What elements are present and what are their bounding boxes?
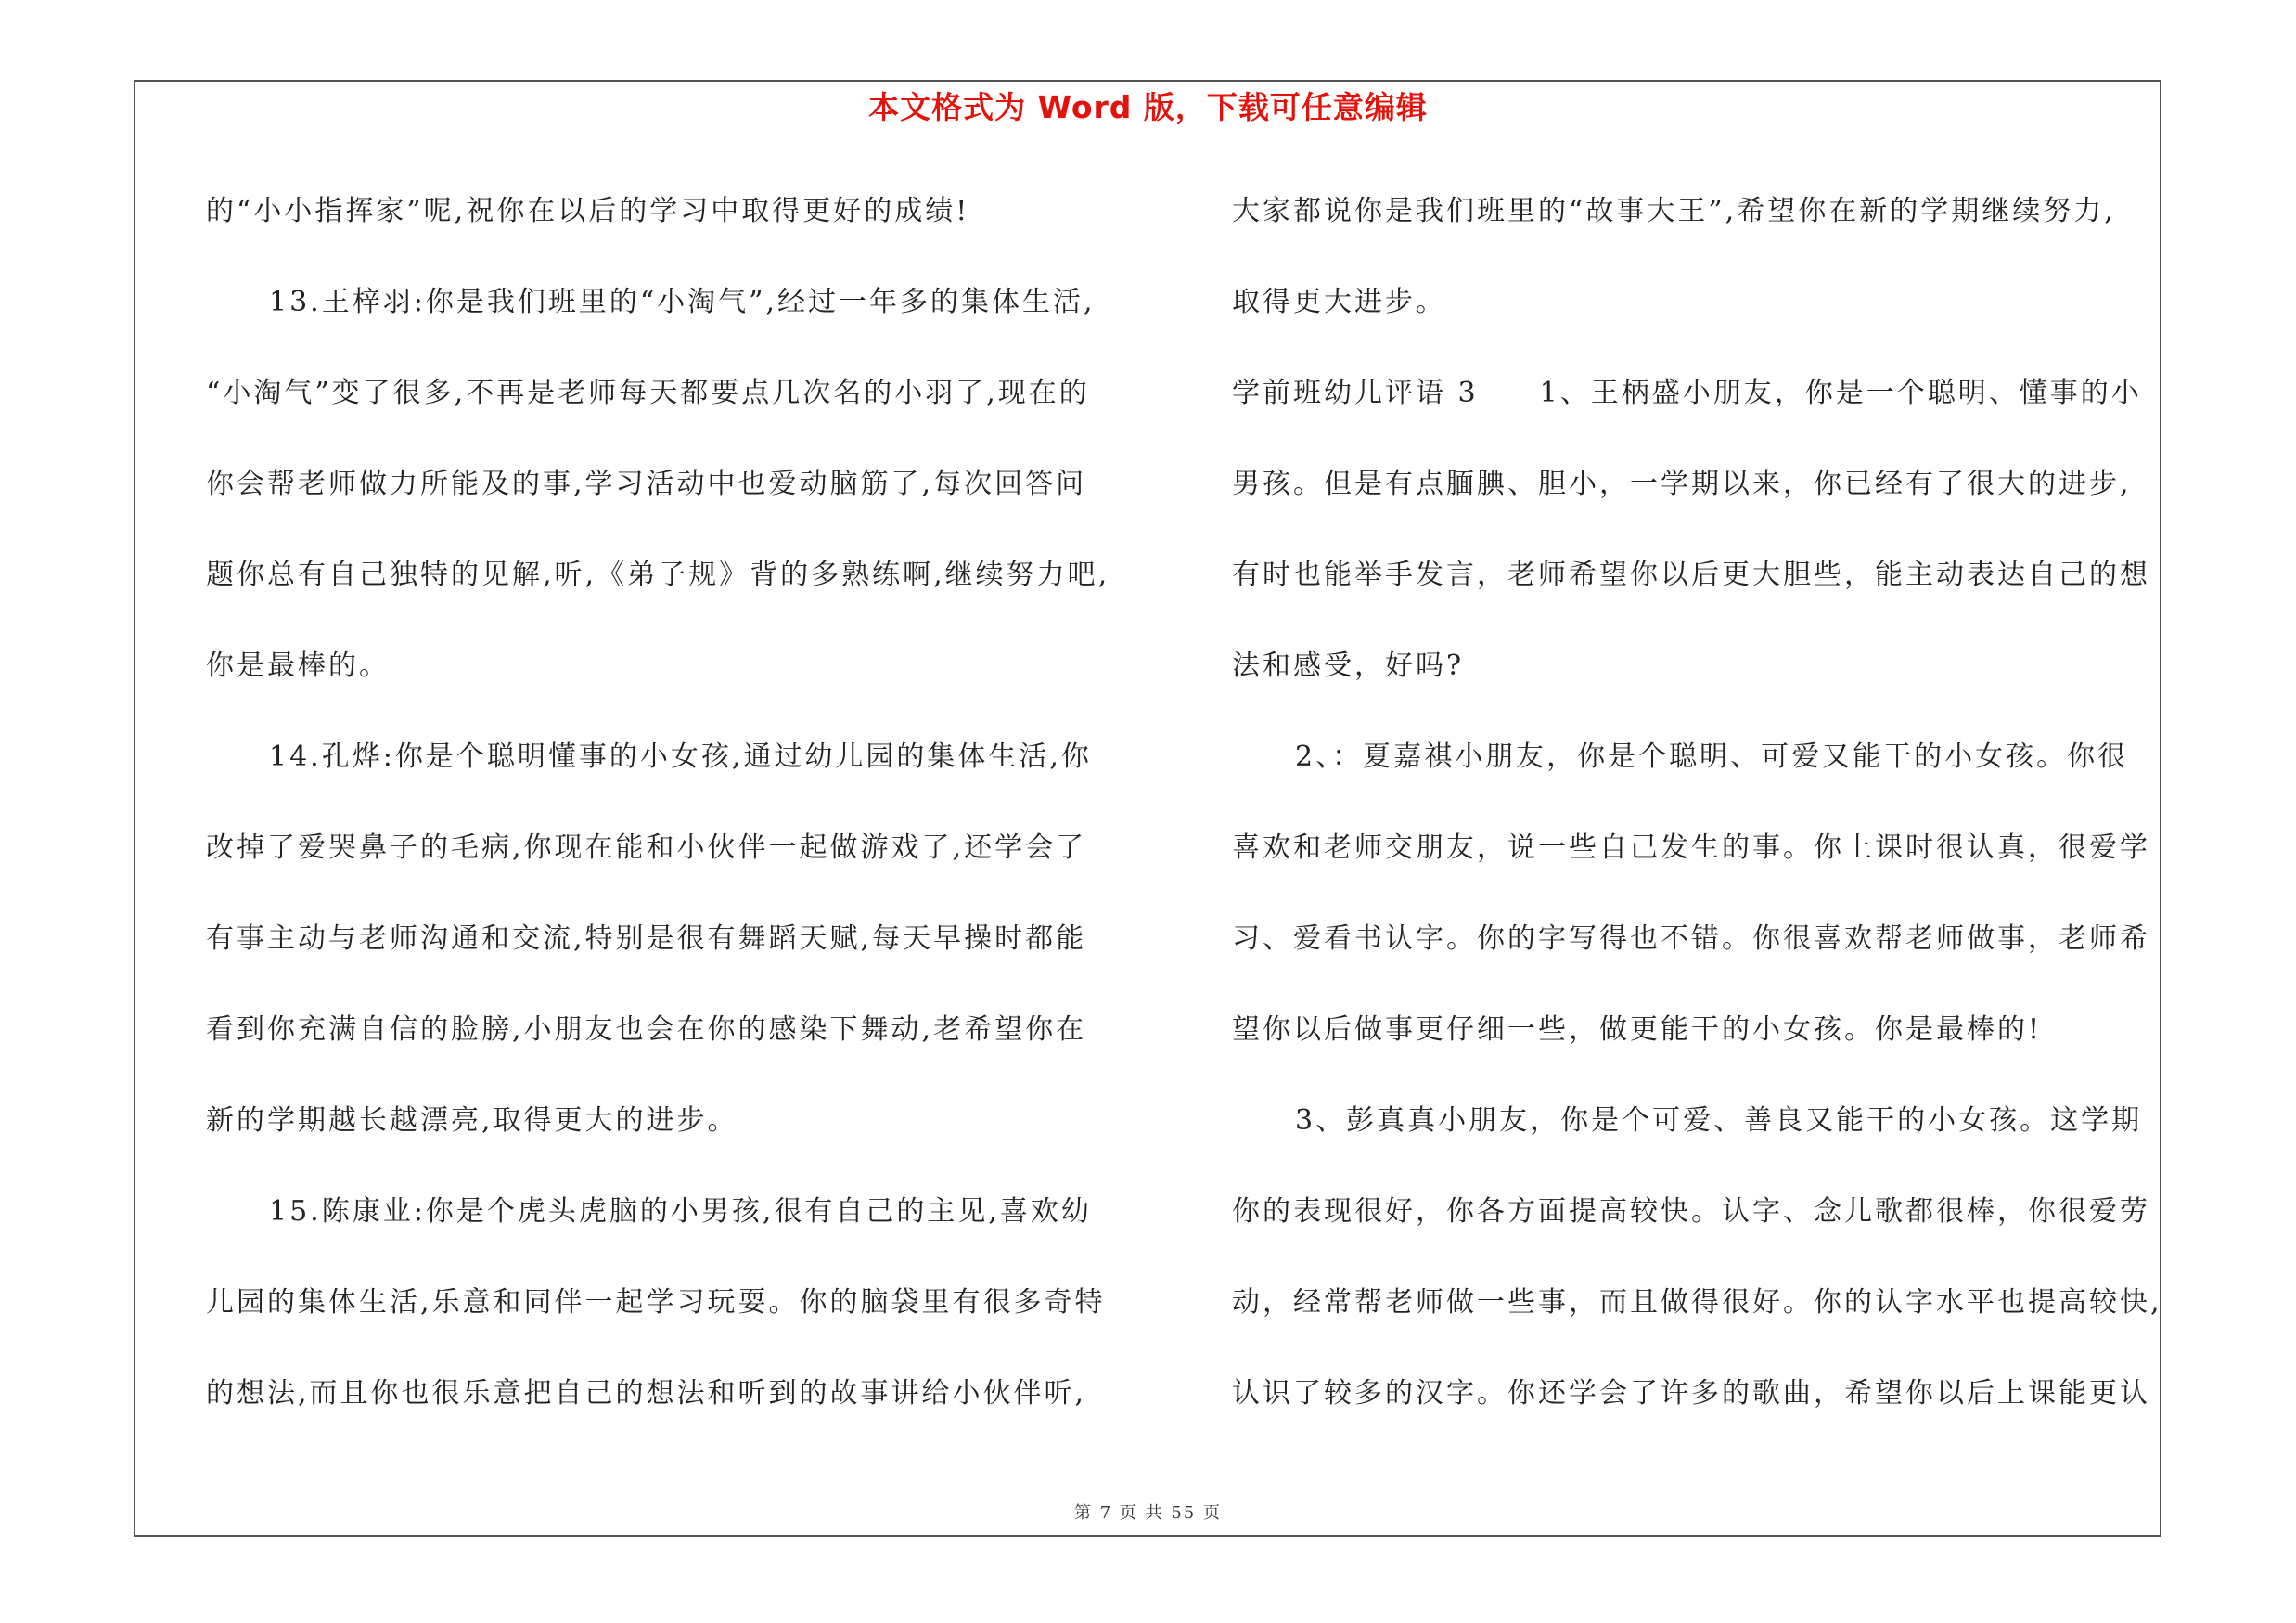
right-column xyxy=(1232,184,2171,1457)
text-line: 动，经常帮老师做一些事，而且做得很好。你的认字水平也提高较快, xyxy=(1232,1286,2162,1319)
text-line: 你的表现很好，你各方面提高较快。认字、念儿歌都很棒，你很爱劳 xyxy=(1232,1195,2150,1228)
page-header-title: 本文格式为 Word 版，下载可任意编辑 xyxy=(868,89,1428,125)
text-line: 有事主动与老师沟通和交流,特别是很有舞蹈天赋,每天早操时都能 xyxy=(206,922,1087,955)
text-line: 大家都说你是我们班里的“故事大王”,希望你在新的学期继续努力, xyxy=(1232,195,2116,227)
text-line: 新的学期越长越漂亮,取得更大的进步。 xyxy=(206,1104,738,1137)
text-line: 改掉了爱哭鼻子的毛病,你现在能和小伙伴一起做游戏了,还学会了 xyxy=(206,831,1087,864)
left-column xyxy=(206,184,1161,1457)
text-line: 认识了较多的汉字。你还学会了许多的歌曲，希望你以后上课能更认 xyxy=(1232,1377,2150,1410)
text-line: 的想法,而且你也很乐意把自己的想法和听到的故事讲给小伙伴听, xyxy=(206,1377,1087,1410)
text-line: 你会帮老师做力所能及的事,学习活动中也爱动脑筋了,每次回答问 xyxy=(206,468,1087,500)
text-line: 取得更大进步。 xyxy=(1232,286,1446,318)
text-line: 望你以后做事更仔细一些，做更能干的小女孩。你是最棒的! xyxy=(1232,1013,2043,1046)
text-line: 15.陈康业:你是个虎头虎脑的小男孩,很有自己的主见,喜欢幼 xyxy=(269,1195,1092,1228)
text-line: 有时也能举手发言，老师希望你以后更大胆些，能主动表达自己的想 xyxy=(1232,559,2150,591)
text-line: 儿园的集体生活,乐意和同伴一起学习玩耍。你的脑袋里有很多奇特 xyxy=(206,1286,1106,1319)
text-line: “小淘气”变了很多,不再是老师每天都要点几次名的小羽了,现在的 xyxy=(206,377,1090,409)
text-line: 男孩。但是有点腼腆、胆小，一学期以来，你已经有了很大的进步, xyxy=(1232,468,2132,500)
text-line: 14.孔烨:你是个聪明懂事的小女孩,通过幼儿园的集体生活,你 xyxy=(269,741,1092,773)
text-line: 3、彭真真小朋友，你是个可爱、善良又能干的小女孩。这学期 xyxy=(1295,1104,2143,1137)
page-number: 第 7 页 共 55 页 xyxy=(1074,1503,1222,1523)
text-line: 你是最棒的。 xyxy=(206,650,390,682)
text-line: 习、爱看书认字。你的字写得也不错。你很喜欢帮老师做事，老师希 xyxy=(1232,922,2150,955)
section-heading-line: 学前班幼儿评语 3 1、王柄盛小朋友，你是一个聪明、懂事的小 xyxy=(1232,377,2142,409)
text-line: 的“小小指挥家”呢,祝你在以后的学习中取得更好的成绩! xyxy=(206,195,970,227)
text-line: 法和感受，好吗? xyxy=(1232,650,1465,682)
text-line: 13.王梓羽:你是我们班里的“小淘气”,经过一年多的集体生活, xyxy=(269,286,1096,318)
text-line: 题你总有自己独特的见解,听,《弟子规》背的多熟练啊,继续努力吧, xyxy=(206,559,1110,591)
text-line: 喜欢和老师交朋友，说一些自己发生的事。你上课时很认真，很爱学 xyxy=(1232,831,2150,864)
text-line: 2、：夏嘉祺小朋友，你是个聪明、可爱又能干的小女孩。你很 xyxy=(1295,741,2129,773)
text-line: 看到你充满自信的脸膀,小朋友也会在你的感染下舞动,老希望你在 xyxy=(206,1013,1087,1046)
